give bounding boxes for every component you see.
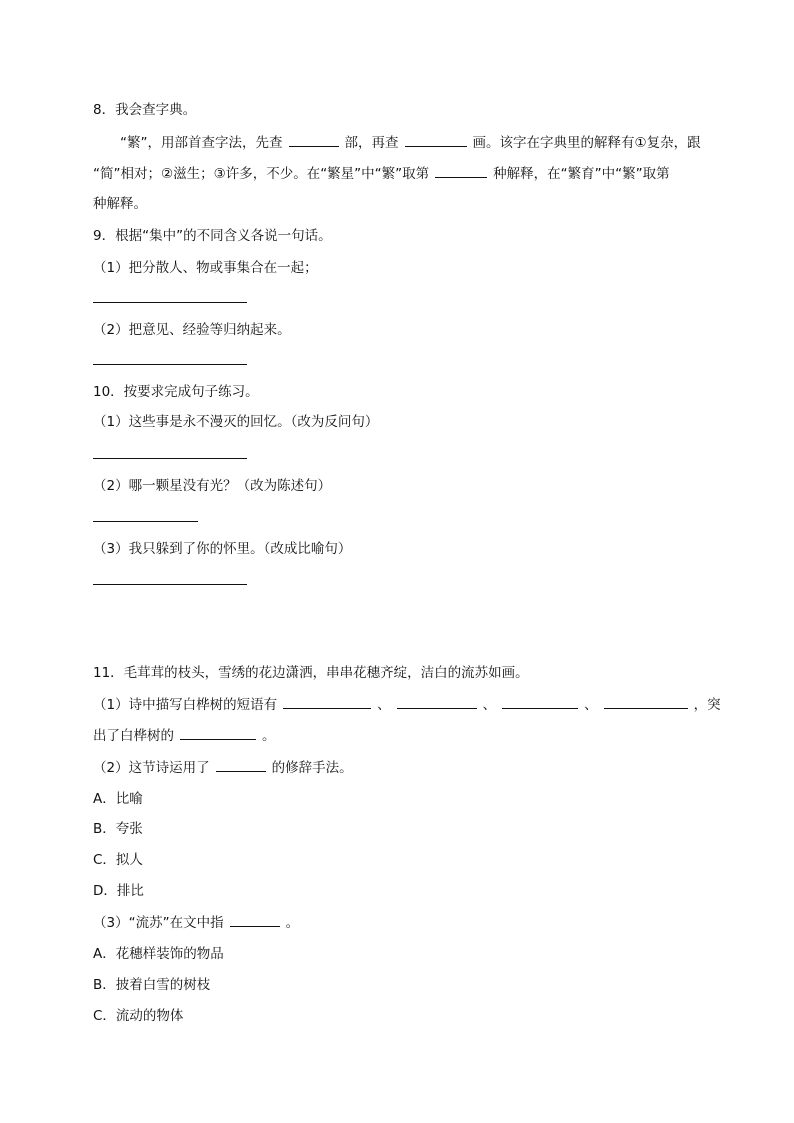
q8-text: 部，再查: [344, 135, 399, 151]
q11-text: 。: [262, 728, 276, 744]
q8-text: “简”相对；②滋生；③许多，不少。在“繁星”中“繁”取第: [93, 166, 430, 182]
q11-text: ，突: [693, 697, 721, 713]
answer-blank[interactable]: [604, 694, 688, 709]
q10-title: 10．按要求完成句子练习。: [93, 384, 259, 400]
option-c[interactable]: C．拟人: [93, 852, 143, 868]
q11-text: （2）这节诗运用了: [93, 760, 210, 776]
q11-text: 出了白桦树的: [93, 728, 174, 744]
q9-sub2: （2）把意见、经验等归纳起来。: [93, 322, 291, 338]
answer-line[interactable]: [93, 458, 247, 459]
answer-blank[interactable]: [397, 694, 477, 709]
q11-sub2: [93, 757, 353, 778]
answer-blank[interactable]: [405, 132, 467, 147]
q8-line2: [93, 163, 670, 184]
q11-title: 11．毛茸茸的枝头，雪绣的花边潇洒，串串花穗齐绽，洁白的流苏如画。: [93, 665, 529, 681]
q10-sub2: （2）哪一颗星没有光？（改为陈述句）: [93, 478, 332, 494]
q8-line3: 种解释。: [93, 196, 147, 212]
q11-text: 。: [285, 915, 300, 931]
q11-text: （1）诗中描写白桦树的短语有: [93, 697, 278, 713]
option-b[interactable]: B．披着白雪的树枝: [93, 977, 211, 993]
answer-blank[interactable]: [180, 725, 256, 740]
q10-sub3: （3）我只躲到了你的怀里。（改成比喻句）: [93, 541, 352, 557]
option-c[interactable]: C．流动的物体: [93, 1008, 184, 1024]
answer-blank[interactable]: [289, 132, 339, 147]
answer-blank[interactable]: [283, 694, 371, 709]
answer-line[interactable]: [93, 364, 247, 365]
answer-blank[interactable]: [502, 694, 578, 709]
answer-blank[interactable]: [216, 757, 266, 772]
q8-text: “繁”，用部首查字法，先查: [120, 135, 283, 151]
option-a[interactable]: A．比喻: [93, 791, 143, 807]
option-d[interactable]: D．排比: [93, 883, 144, 899]
q11-text: （3）“流苏”在文中指: [93, 915, 224, 931]
q8-text: 种解释，在“繁育”中“繁”取第: [493, 166, 670, 182]
q8-text: 画。该字在字典里的解释有①复杂，跟: [472, 135, 701, 151]
answer-line[interactable]: [93, 521, 198, 522]
option-b[interactable]: B．夸张: [93, 821, 143, 837]
q8-line1: [120, 132, 701, 153]
option-a[interactable]: A．花穗样装饰的物品: [93, 946, 224, 962]
q11-sub3: [93, 912, 299, 933]
q10-sub1: （1）这些事是永不漫灭的回忆。（改为反问句）: [93, 414, 379, 430]
q9-sub1: （1）把分散人、物或事集合在一起；: [93, 260, 318, 276]
q11-sub1-line1: [93, 694, 721, 715]
q9-title: 9．根据“集中”的不同含义各说一句话。: [93, 228, 332, 244]
separator: 、: [584, 697, 598, 713]
separator: 、: [377, 697, 391, 713]
q11-sub1-line2: [93, 725, 276, 746]
q8-title: 8．我会查字典。: [93, 102, 197, 118]
answer-line[interactable]: [93, 584, 247, 585]
q11-text: 的修辞手法。: [271, 760, 353, 776]
answer-blank[interactable]: [435, 163, 487, 178]
answer-blank[interactable]: [230, 912, 280, 927]
separator: 、: [482, 697, 497, 713]
answer-line[interactable]: [93, 302, 247, 303]
